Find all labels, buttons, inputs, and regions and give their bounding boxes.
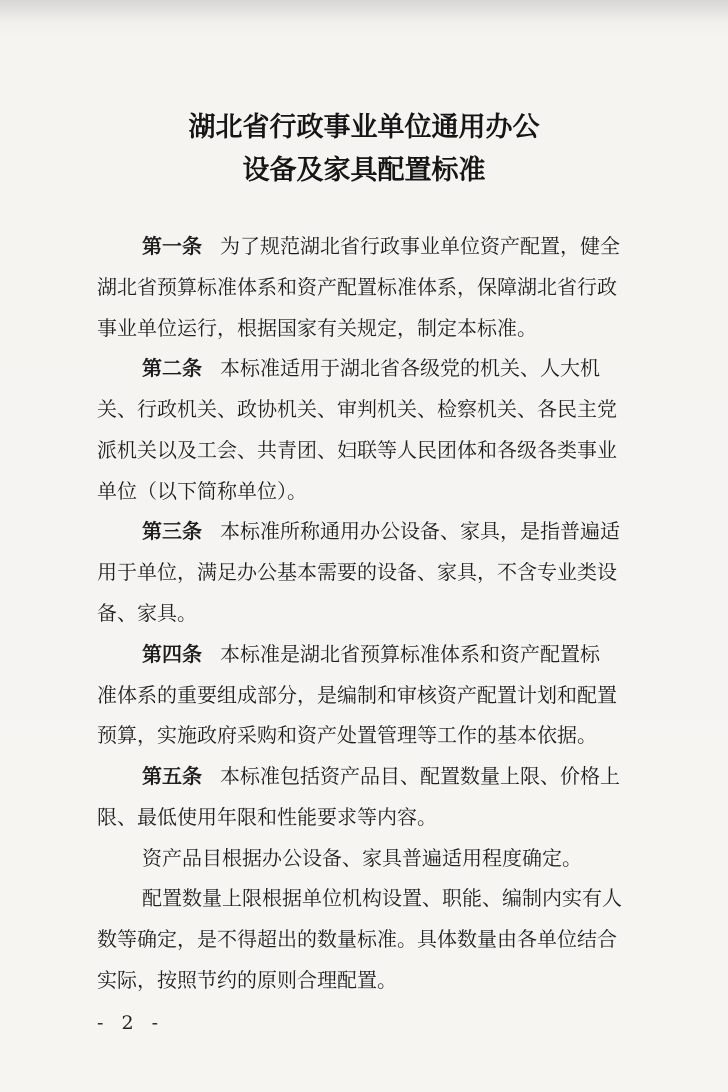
article-3-line-3: 备、家具。 (97, 601, 197, 625)
document-title-line-1: 湖北省行政事业单位通用办公 (188, 112, 540, 143)
scan-shadow (0, 0, 728, 22)
paragraph-2-line-2: 数等确定，是不得超出的数量标准。具体数量由各单位结合 (97, 927, 617, 951)
article-5-line-1 (142, 763, 620, 790)
article-2-line-4: 单位（以下简称单位）。 (97, 479, 307, 503)
article-4-line-2: 准体系的重要组成部分，是编制和审核资产配置计划和配置 (97, 683, 617, 707)
article-1-label: 第一条 (142, 234, 202, 258)
article-2-text-1: 本标准适用于湖北省各级党的机关、人大机 (220, 356, 600, 380)
article-4-line-3: 预算，实施政府采购和资产处置管理等工作的基本依据。 (97, 723, 597, 747)
paragraph-2-line-1: 配置数量上限根据单位机构设置、职能、编制内实有人 (142, 886, 622, 910)
article-5-text-1: 本标准包括资产品目、配置数量上限、价格上 (220, 764, 620, 788)
article-2-label: 第二条 (142, 356, 202, 380)
paragraph-1-line-1: 资产品目根据办公设备、家具普遍适用程度确定。 (142, 846, 582, 870)
document-title-line-2: 设备及家具配置标准 (242, 155, 486, 186)
article-1-line-1 (142, 233, 620, 260)
article-1-line-3: 事业单位运行，根据国家有关规定，制定本标准。 (97, 316, 537, 340)
article-5-label: 第五条 (142, 764, 202, 788)
paragraph-2-line-3: 实际，按照节约的原则合理配置。 (97, 968, 397, 992)
article-3-line-2: 用于单位，满足办公基本需要的设备、家具，不含专业类设 (97, 560, 617, 584)
article-4-label: 第四条 (142, 642, 202, 666)
article-1-line-2: 湖北省预算标准体系和资产配置标准体系，保障湖北省行政 (97, 275, 617, 299)
page-number: - 2 - (97, 1012, 165, 1034)
article-3-label: 第三条 (142, 519, 202, 543)
article-4-line-1 (142, 641, 600, 668)
article-5-line-2: 限、最低使用年限和性能要求等内容。 (97, 805, 437, 829)
article-4-text-1: 本标准是湖北省预算标准体系和资产配置标 (220, 642, 600, 666)
article-3-text-1: 本标准所称通用办公设备、家具，是指普遍适 (220, 519, 620, 543)
article-1-text-1: 为了规范湖北省行政事业单位资产配置，健全 (220, 234, 620, 258)
article-2-line-1 (142, 355, 600, 382)
article-3-line-1 (142, 518, 620, 545)
article-2-line-3: 派机关以及工会、共青团、妇联等人民团体和各级各类事业 (97, 438, 617, 462)
article-2-line-2: 关、行政机关、政协机关、审判机关、检察机关、各民主党 (97, 397, 617, 421)
